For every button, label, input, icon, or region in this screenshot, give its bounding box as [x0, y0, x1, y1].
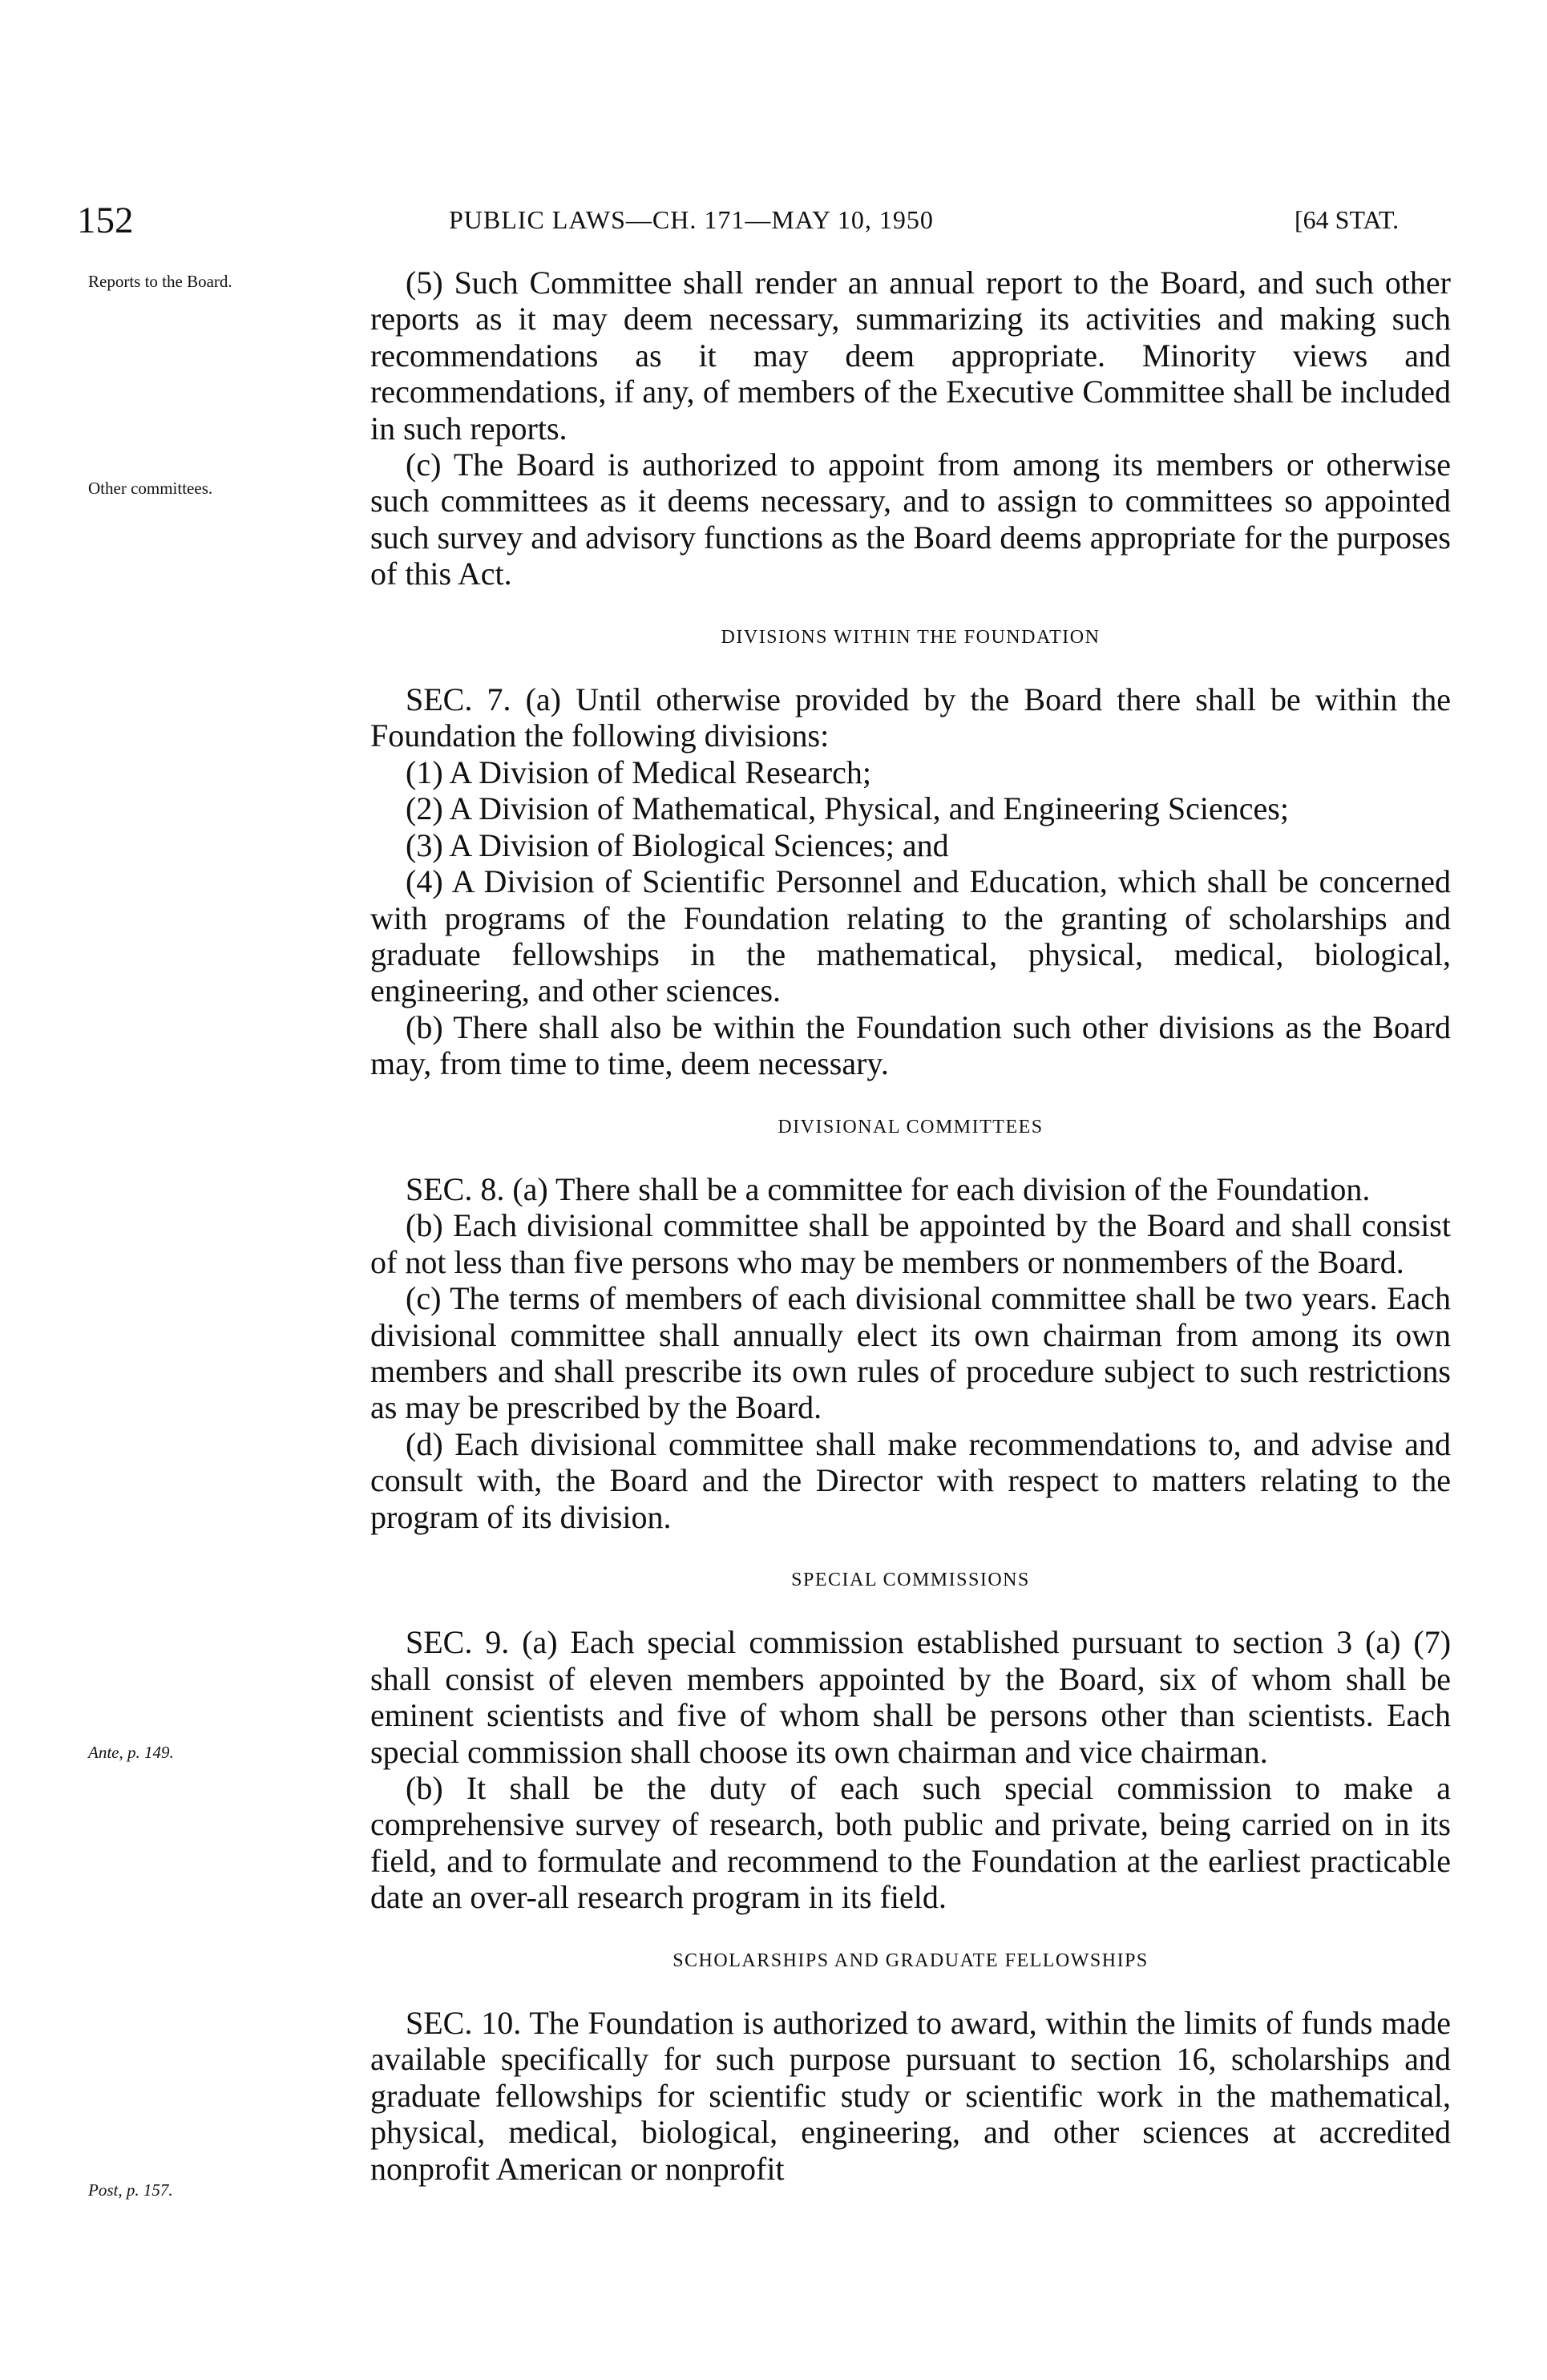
sec8-label: SEC. 8. [406, 1170, 505, 1207]
heading-scholarships: SCHOLARSHIPS AND GRADUATE FELLOWSHIPS [673, 1950, 1149, 1971]
heading-divisions: DIVISIONS WITHIN THE FOUNDATION [721, 626, 1101, 648]
sec8-a [370, 1171, 1451, 1207]
heading-special-commissions: SPECIAL COMMISSIONS [791, 1570, 1030, 1590]
volume-reference: [64 STAT. [1295, 205, 1400, 234]
sec9-a-text: (a) Each special commission established pursuant to section 3 (a) (7) shall consist of eleven members appointed by the Board, six of whom shall be eminent scientists and five of whom shall be persons other than scientists. Each special commission shall choose its own chairman and vice chairman. [370, 1624, 1452, 1770]
paragraph-5: (5) Such Committee shall render an annual report to the Board, and such other reports as it may deem necessary, summarizing its activities and making such recommendations as it may deem appropriate. Minority views and recommendations, if any, of members of the Executive Committee shall be included in such reports. [370, 265, 1451, 447]
margin-note-reports: Reports to the Board. [88, 272, 232, 291]
sec10 [370, 2005, 1451, 2187]
paragraph-c: (c) The Board is authorized to appoint from among its members or otherwise such committees as it deems necessary, and to assign to committees so appointed such survey and advisory functions as the Board deems appropriate for the purposes of this Act. [370, 447, 1451, 592]
running-title: PUBLIC LAWS—CH. 171—MAY 10, 1950 [449, 205, 934, 234]
document-body [370, 265, 1451, 2187]
sec8-a-text: (a) There shall be a committee for each division of the Foundation. [512, 1170, 1371, 1207]
sec9-a [370, 1624, 1451, 1770]
sec7-2: (2) A Division of Mathematical, Physical, and Engineering Sciences; [406, 790, 1289, 827]
sec7-b: (b) There shall also be within the Foundation such other divisions as the Board may, from time to time, deem necessary. [370, 1008, 1451, 1082]
sec7-a [370, 681, 1451, 754]
sec8-b: (b) Each divisional committee shall be appointed by the Board and shall consist of not less than five persons who may be members or nonmembers of the Board. [370, 1207, 1451, 1280]
sec7-a-text: (a) Until otherwise provided by the Board there shall be within the Foundation the following divisions: [370, 681, 1452, 754]
heading-divisional-committees: DIVISIONAL COMMITTEES [778, 1116, 1044, 1137]
margin-note-other-committees: Other committees. [88, 479, 213, 498]
sec8-d: (d) Each divisional committee shall make recommendations to, and advise and consult with, the Board and the Director with respect to matters relating to the program of its division. [370, 1425, 1451, 1535]
sec9-label: SEC. 9. [406, 1624, 510, 1661]
sec7-label: SEC. 7. [406, 681, 511, 718]
margin-note-ante: Ante, p. 149. [88, 1743, 174, 1762]
sec9-b: (b) It shall be the duty of each such special commission to make a comprehensive survey of research, both public and private, being carried on in its field, and to formulate and recommend to the Foundation at the earliest practicable date an over-all research program in its field. [370, 1770, 1451, 1916]
sec10-label: SEC. 10. [406, 2005, 522, 2042]
sec7-4: (4) A Division of Scientific Personnel and Education, which shall be concerned with programs of the Foundation relating to the granting of scholarships and graduate fellowships in the mathematical, physical, medical, biological, engineering, and other sciences. [370, 863, 1451, 1009]
page-number: 152 [77, 200, 134, 241]
margin-note-post: Post, p. 157. [88, 2180, 173, 2200]
page-header [0, 199, 1547, 247]
sec8-c: (c) The terms of members of each divisional committee shall be two years. Each divisional committee shall annually elect its own chairman from among its own members and shall prescribe its own rules of procedure subject to such restrictions as may be prescribed by the Board. [370, 1280, 1451, 1426]
sec10-text: The Foundation is authorized to award, within the limits of funds made available specifically for such purpose pursuant to section 16, scholarships and graduate fellowships for scientific study or scientific work in the mathematical, physical, medical, biological, engineering, and other sciences at accredited nonprofit American or nonprofit [370, 2005, 1451, 2187]
sec7-3: (3) A Division of Biological Sciences; and [406, 826, 949, 863]
sec7-1: (1) A Division of Medical Research; [406, 754, 871, 790]
